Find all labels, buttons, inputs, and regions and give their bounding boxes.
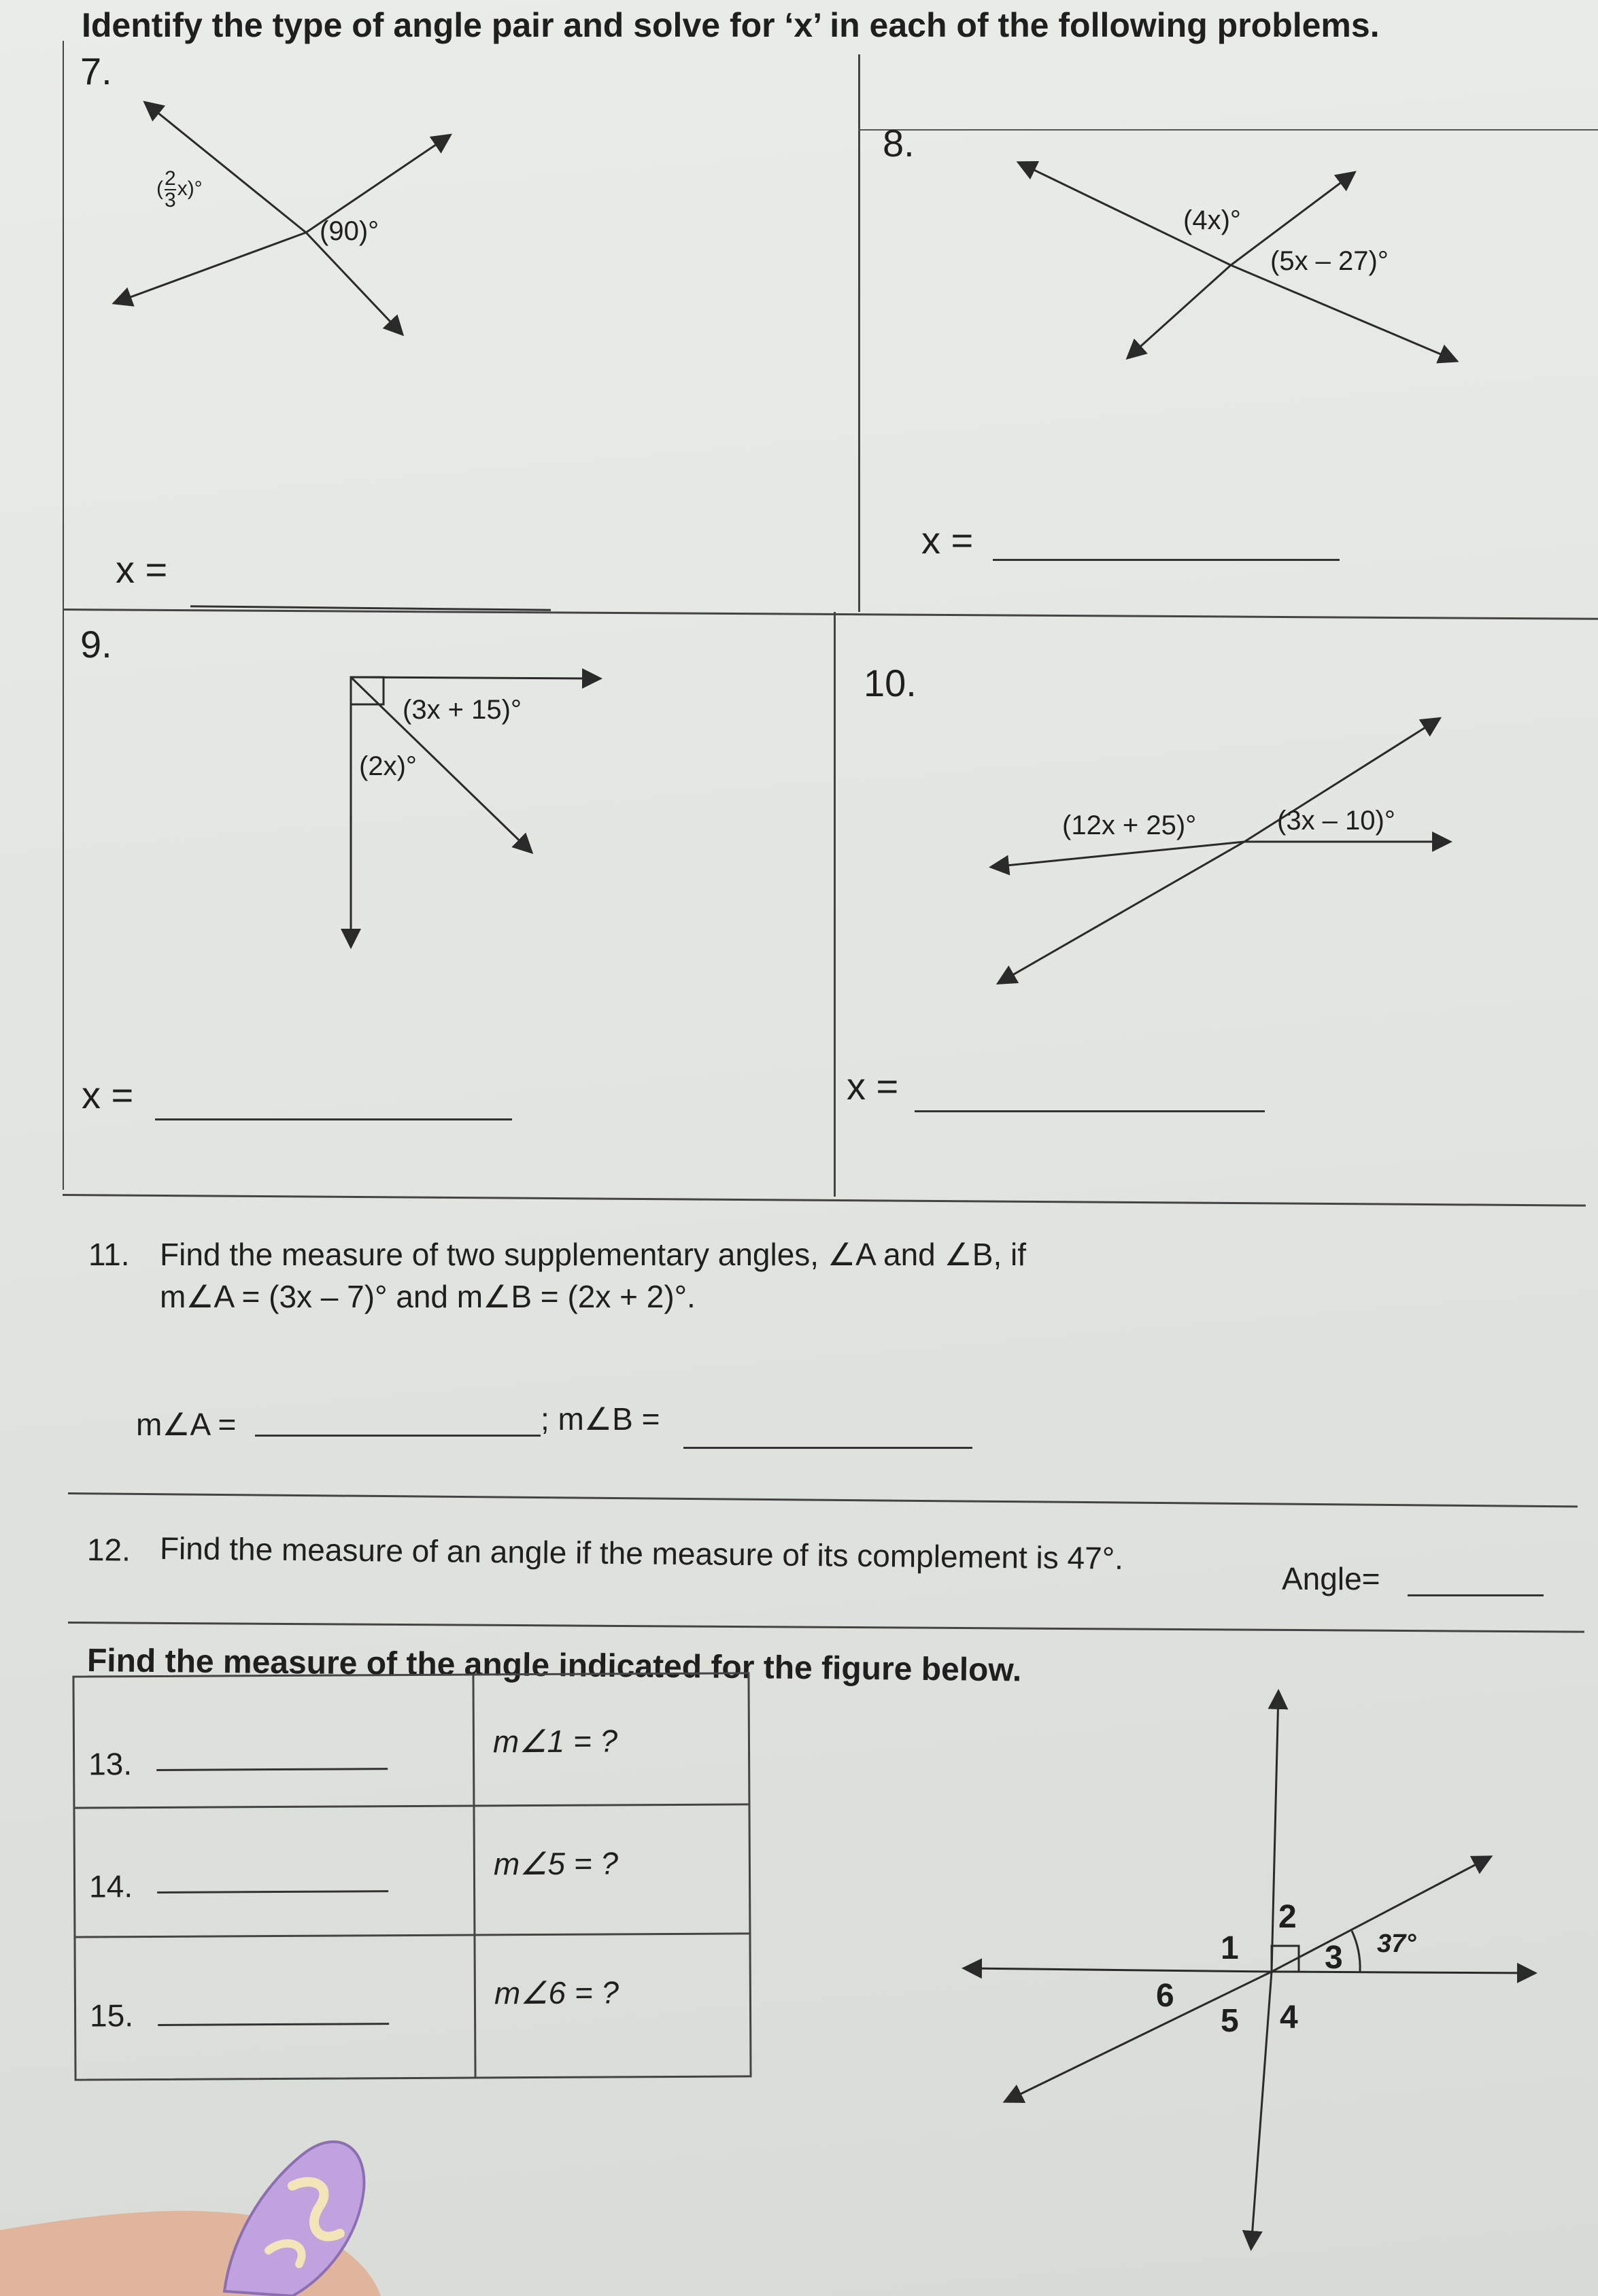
grid-vertical-divider-bottom: [834, 612, 836, 1197]
figure-horizontal-line-left: [966, 1968, 1272, 1972]
row-14-number: 14.: [88, 1868, 133, 1904]
problem-10-answer-label: x =: [847, 1065, 899, 1108]
figure-angle-label-1: 1: [1221, 1930, 1239, 1966]
figure-horizontal-line-right: [1272, 1972, 1533, 1973]
row-15-answer-blank[interactable]: [158, 2023, 389, 2026]
problem-10-figure: [979, 707, 1469, 993]
problem-7-label-b: (90)°: [320, 216, 379, 246]
problem-9-answer-blank[interactable]: [155, 1118, 512, 1120]
fingertip-image: [0, 2121, 422, 2296]
problem-7-number: 7.: [80, 50, 112, 92]
problem-10-answer-blank[interactable]: [915, 1110, 1265, 1112]
problem-12-number: 12.: [86, 1532, 131, 1568]
table-row: [75, 1932, 749, 2075]
problem-8-answer-blank[interactable]: [993, 559, 1340, 561]
problem-7-line-b-lower: [116, 233, 306, 303]
row-15-number: 15.: [89, 1998, 134, 2034]
problem-9-answer-label: x =: [82, 1074, 134, 1116]
problem-12-answer-blank[interactable]: [1408, 1594, 1544, 1596]
problem-7-line-a-lower: [306, 233, 401, 333]
row-13-answer-blank[interactable]: [156, 1768, 388, 1771]
figure-angle-label-5: 5: [1221, 2003, 1239, 2039]
row-15-question: m∠6 = ?: [494, 1974, 619, 2011]
problem-10-number: 10.: [864, 662, 917, 704]
table-row: [75, 1803, 749, 1938]
figure-given-angle-label: 37°: [1377, 1930, 1416, 1958]
table-row: [74, 1674, 748, 1809]
problem-11-line-2: m∠A = (3x – 7)° and m∠B = (2x + 2)°.: [160, 1279, 696, 1314]
figure-angle-label-2: 2: [1278, 1899, 1297, 1935]
figure-angle-label-4: 4: [1280, 2000, 1298, 2036]
worksheet-header: Identify the type of angle pair and solve for ‘x’ in each of the following problems.: [82, 6, 1380, 44]
problem-11-answer-b-label: ; m∠B =: [541, 1401, 660, 1437]
problem-9-label-a: (3x + 15)°: [403, 695, 522, 725]
angle-figure: [952, 1679, 1550, 2257]
problem-12-text: Find the measure of an angle if the measure of its complement is 47°.: [159, 1530, 1124, 1576]
problem-8-figure: [1006, 153, 1469, 377]
problem-10-label-b: (3x – 10)°: [1277, 806, 1395, 836]
problem-10-label-a: (12x + 25)°: [1062, 810, 1197, 840]
problem-11-line-1: Find the measure of two supplementary angles, ∠A and ∠B, if: [160, 1237, 1027, 1272]
figure-section-title: Find the measure of the angle indicated for the figure below.: [86, 1643, 1022, 1689]
problem-8-label-b: (5x – 27)°: [1270, 246, 1389, 276]
problem-9-label-b: (2x)°: [359, 751, 417, 781]
problem-8-label-a: (4x)°: [1183, 205, 1241, 235]
problem-8-answer-label: x =: [921, 519, 974, 562]
problem-11-answer-b-blank[interactable]: [683, 1447, 972, 1449]
problem-12-bottom-line: [68, 1622, 1584, 1633]
problem-8-line-a-lower: [1231, 265, 1455, 360]
figure-answer-table: [72, 1672, 751, 2080]
problem-9-number: 9.: [80, 623, 112, 666]
problem-11-bottom-line: [68, 1492, 1578, 1507]
figure-angle-label-6: 6: [1156, 1978, 1174, 2014]
figure-angle-label-3: 3: [1325, 1940, 1343, 1976]
problem-9-horizontal-ray: [351, 677, 598, 679]
row-13-question: m∠1 = ?: [492, 1723, 618, 1760]
problem-8-line-b-lower: [1129, 265, 1231, 357]
figure-vertical-line-lower: [1251, 1972, 1272, 2247]
problem-7-answer-label: x =: [116, 548, 168, 591]
row-13-number: 13.: [88, 1746, 133, 1782]
figure-vertical-line-upper: [1272, 1693, 1278, 1972]
grid-top-right-line: [858, 129, 1598, 131]
problem-12-answer-label: Angle=: [1282, 1561, 1380, 1596]
problem-11-number: 11.: [88, 1237, 130, 1272]
problem-7-label-a: ( $\frac{2}{3}$ x)°: [156, 167, 203, 211]
problem-11-answer-a-label: m∠A =: [136, 1407, 237, 1442]
row-14-answer-blank[interactable]: [157, 1890, 388, 1894]
grid-bottom-line: [63, 1194, 1586, 1207]
row-14-question: m∠5 = ?: [493, 1845, 619, 1882]
problem-7-figure: [102, 88, 483, 347]
problem-8-number: 8.: [883, 122, 915, 165]
figure-angle-arc: [1352, 1931, 1360, 1972]
problem-11-answer-a-blank[interactable]: [255, 1435, 541, 1437]
grid-vertical-divider-top: [858, 54, 860, 612]
